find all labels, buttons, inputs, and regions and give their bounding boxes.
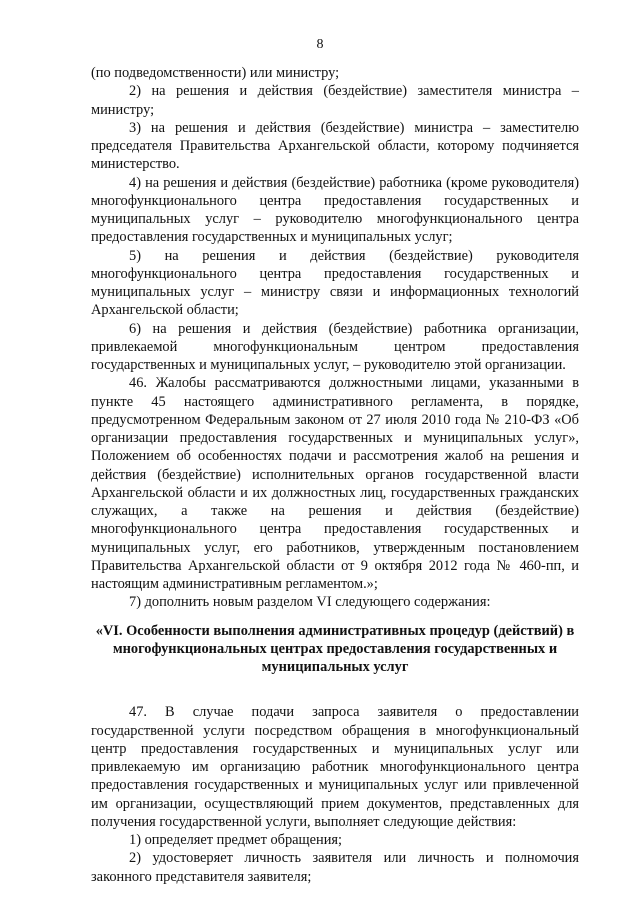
paragraph: 46. Жалобы рассматриваются должностными лицами, указанными в пункте 45 настоящего административного регламента, в порядке, предусмотренном Федеральным законом от 27 июля 2010 года № 210-ФЗ «Об организации предоставления государственных и муниципальных услуг», Положением об особенностях подачи и рассмотрения жалоб на решения и действия (бездействие) исполнительных органов государственной власти Архангельской области и их должностных лиц, государственных гражданских служащих, а также на решения и действия (бездействие) многофункционального центра предоставления государственных и муниципальных услуг, его работников, утвержденным постановлением Правительства Архангельской области от 9 октября 2012 года № 460-пп, и настоящим административным регламентом.»; xyxy=(91,375,579,592)
paragraph: 4) на решения и действия (бездействие) работника (кроме руководителя) многофункционального центра предоставления государственных и муниципальных услуг – руководителю многофункционального центра предоставления государственных и муниципальных услуг; xyxy=(91,174,579,246)
paragraph: 3) на решения и действия (бездействие) министра – заместителю председателя Правительства Архангельской области, которому подчиняется министерство. xyxy=(91,119,579,173)
paragraph: (по подведомственности) или министру; xyxy=(91,65,340,81)
paragraph: 5) на решения и действия (бездействие) руководителя многофункционального центра предоставления государственных и муниципальных услуг – министру связи и информационных технологий Архангельской области; xyxy=(91,247,579,319)
paragraph: 2) на решения и действия (бездействие) заместителя министра – министру; xyxy=(91,83,579,118)
paragraphs-after-heading xyxy=(91,703,579,886)
paragraph: 7) дополнить новым разделом VI следующего содержания: xyxy=(129,594,491,611)
paragraph: 1) определяет предмет обращения; xyxy=(129,832,343,848)
section-heading: «VI. Особенности выполнения административных процедур (действий) в многофункциональных центрах предоставления государственных и муниципальных услуг xyxy=(95,622,575,675)
document-body xyxy=(91,64,579,886)
page-number: 8 xyxy=(316,37,324,52)
paragraph: 47. В случае подачи запроса заявителя о предоставлении государственной услуги посредством обращения в многофункциональный центр предоставления государственных и муниципальных услуг или привлекаемую им организацию работник многофункционального центра предоставления государственных и муниципальных услуг или привлеченной им организации, осуществляющий прием документов, представленных для получения государственной услуги, выполняет следующие действия: xyxy=(91,704,579,830)
paragraphs-before-heading xyxy=(91,64,579,612)
spacer xyxy=(91,676,579,703)
paragraph: 2) удостоверяет личность заявителя или личность и полномочия законного представителя заявителя; xyxy=(91,850,579,885)
spacer xyxy=(91,612,579,622)
paragraph: 6) на решения и действия (бездействие) работника организации, привлекаемой многофункциональным центром предоставления государственных и муниципальных услуг, – руководителю этой организации. xyxy=(91,320,579,373)
